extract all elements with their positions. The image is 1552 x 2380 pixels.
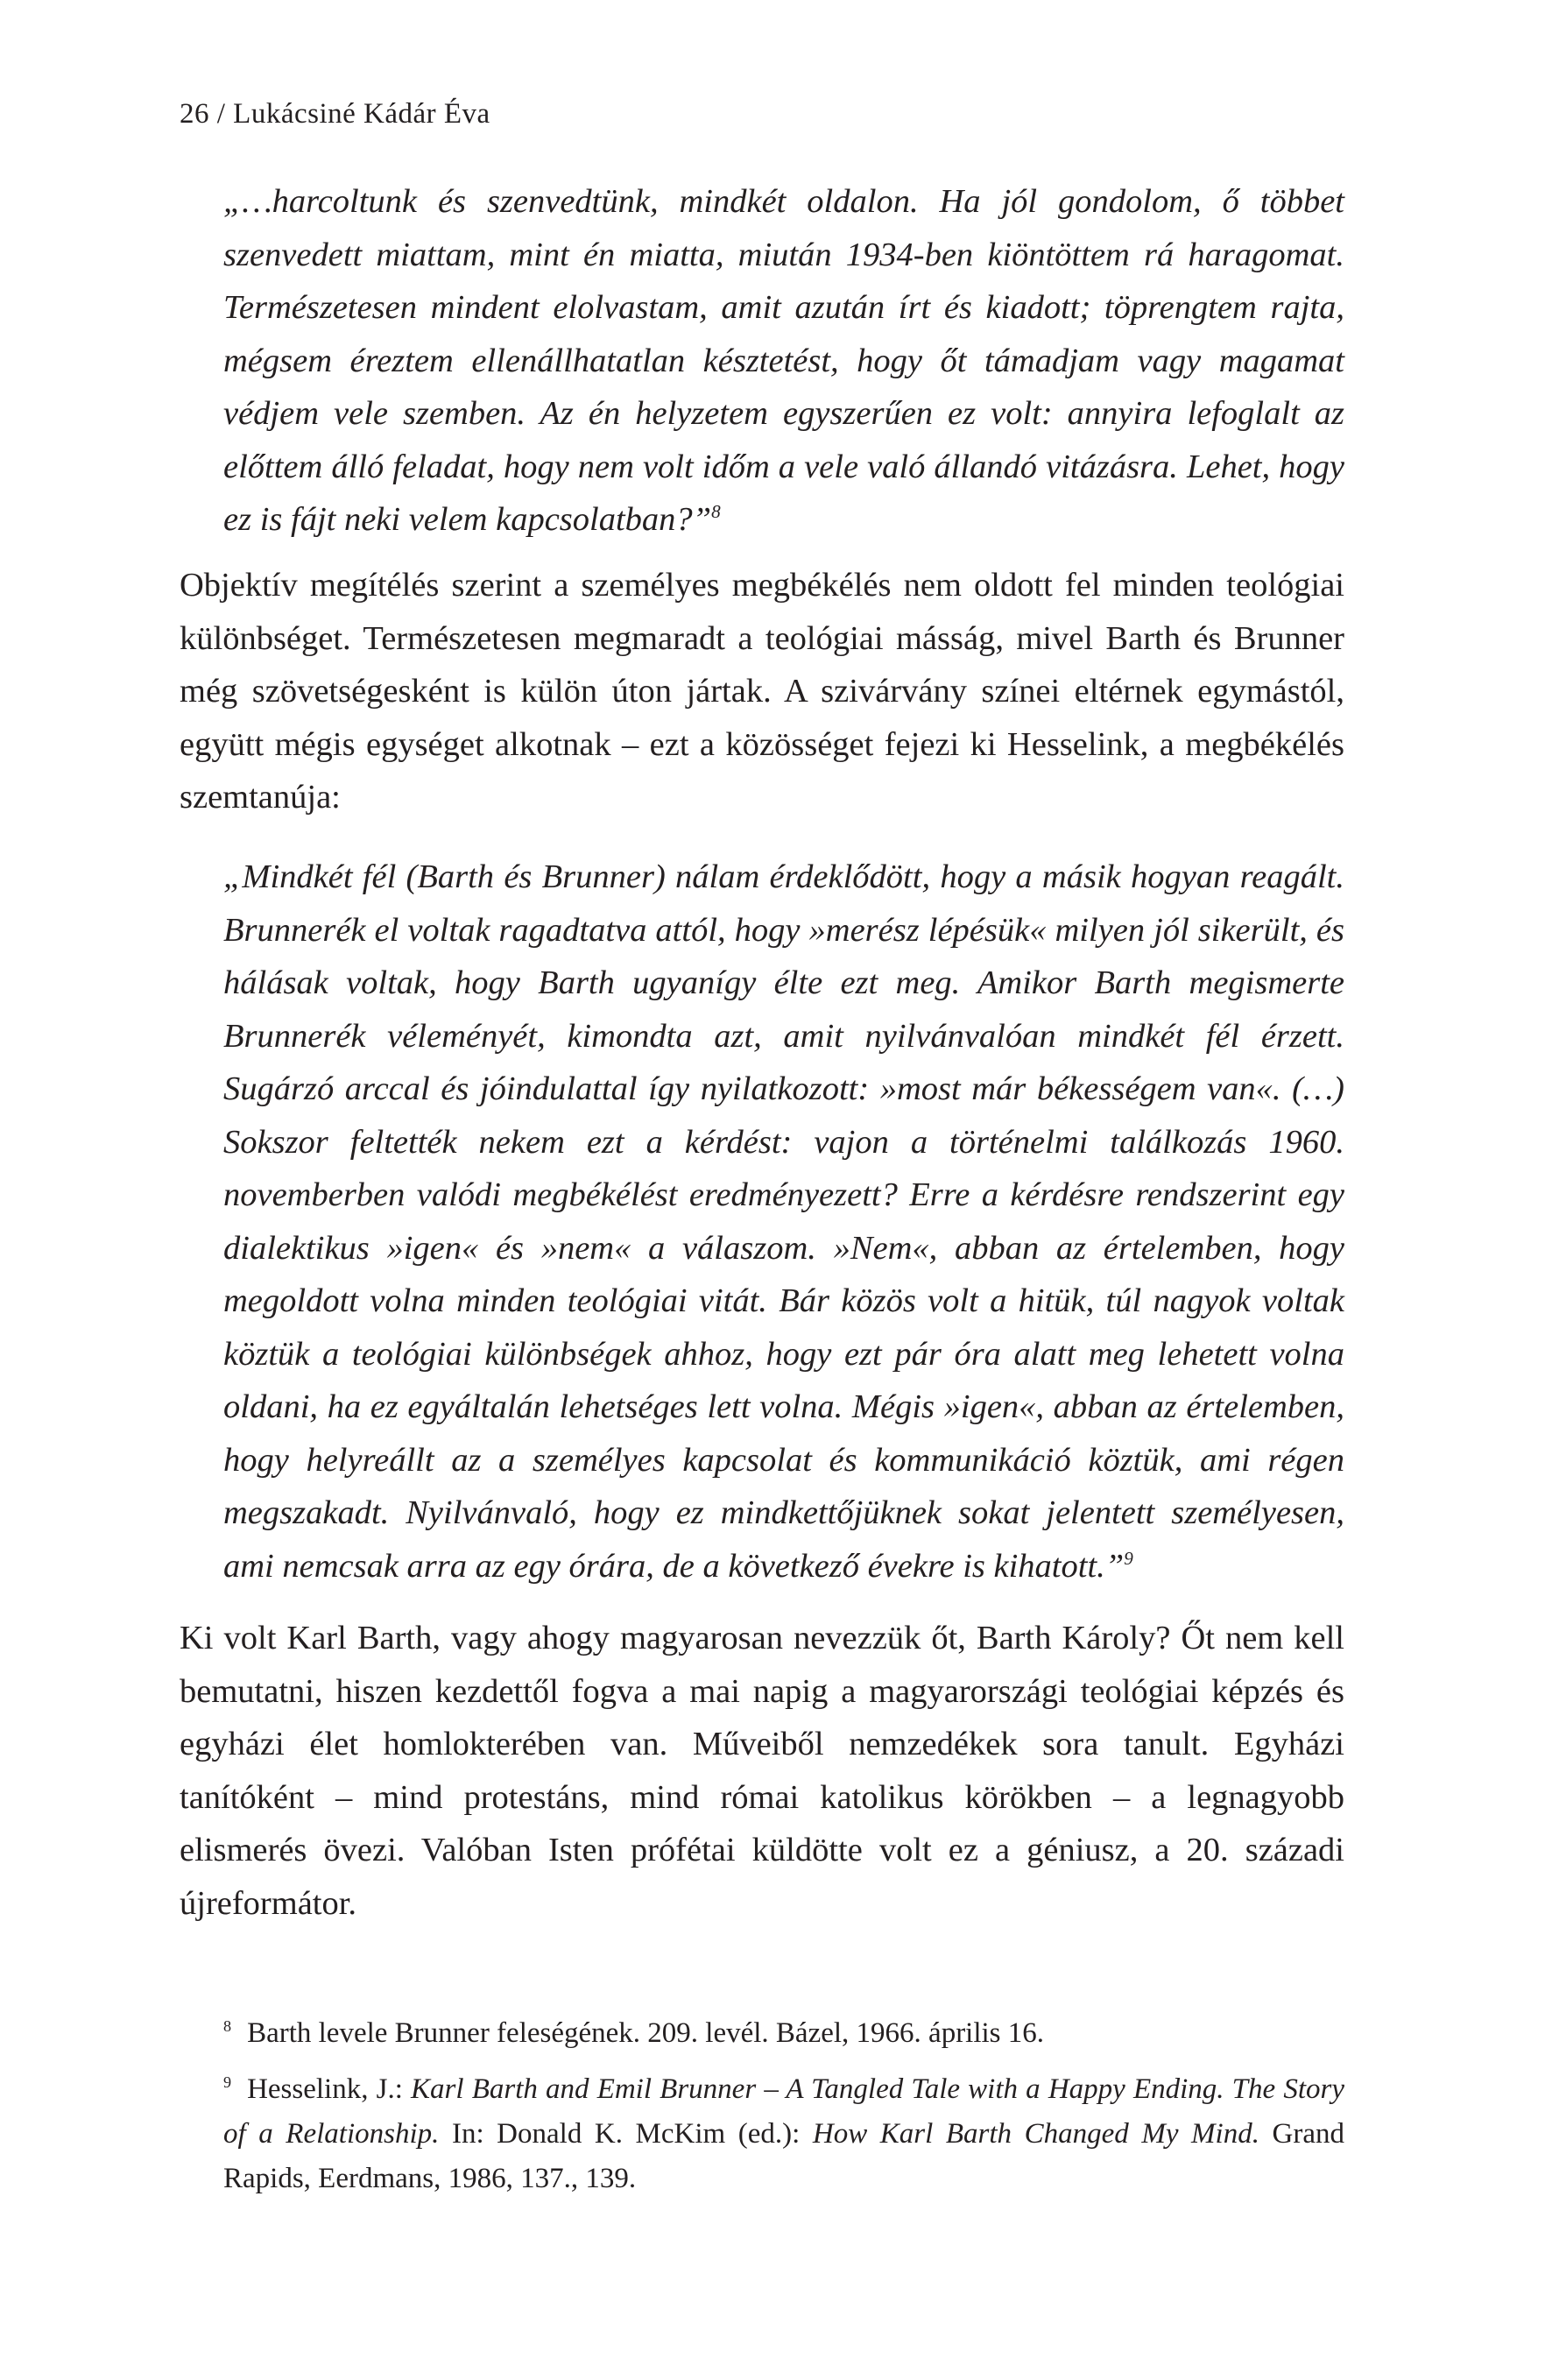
footnote-text: In: Donald K. McKim (ed.):	[439, 2118, 813, 2150]
footnotes	[223, 2011, 1344, 2213]
footnote-number: 8	[223, 2017, 232, 2035]
running-head	[180, 98, 490, 131]
block-quote-hesselink	[180, 851, 1344, 1593]
page-number: 26	[180, 98, 209, 130]
footnote-text: Hesselink, J.:	[247, 2073, 412, 2105]
footnote-9	[223, 2067, 1344, 2201]
body-paragraph: Objektív megítélés szerint a személyes megbékélés nem oldott fel minden teológiai különbséget. Természetesen megmaradt a teológiai másság, mivel Barth és Brunner még szövetségesként is külön úton jártak. A szivárvány színei eltérnek egymástól, együtt mégis egységet alkotnak – ezt a közösséget fejezi ki Hesselink, a megbékélés szemtanúja:	[180, 567, 1344, 816]
header-separator: /	[216, 98, 226, 130]
quote-text: „Mindkét fél (Barth és Brunner) nálam érdeklődött, hogy a másik hogyan reagált. Brunnerék el voltak ragadtatva attól, hogy »merész lépésük« milyen jól sikerült, és hálásak voltak, hogy Barth ugyanígy élte ezt meg. Amikor Barth megismerte Brunnerék véleményét, kimondta azt, amit nyilvánvalóan mindkét fél érzett. Sugárzó arccal és jóindulattal így nyilatkozott: »most már békességem van«. (…) Sokszor feltették nekem ezt a kérdést: vajon a történelmi találkozás 1960. novemberben valódi megbékélést eredményezett? Erre a kérdésre rendszerint egy dialektikus »igen« és »nem« a válaszom. »Nem«, abban az értelemben, hogy megoldott volna minden teológiai vitát. Bár közös volt a hitük, túl nagyok voltak köztük a teológiai különbségek ahhoz, hogy ezt pár óra alatt meg lehetett volna oldani, ha ez egyáltalán lehetséges lett volna. Mégis »igen«, abban az értelemben, hogy helyreállt az a személyes kapcsolat és kommunikáció köztük, ami régen megszakadt. Nyilvánvaló, hogy ez mindkettőjüknek sokat jelentett személyesen, ami nemcsak arra az egy órára, de a következő évekre is kihatott.”	[223, 858, 1344, 1585]
footnote-ref-9: 9	[1124, 1547, 1133, 1569]
footnote-text: Grand Rapids, Eerdmans, 1986, 137., 139.	[223, 2118, 1345, 2194]
footnote-8	[223, 2011, 1344, 2056]
header-author: Lukácsiné Kádár Éva	[233, 98, 490, 130]
footnote-title: Karl Barth and Emil Brunner – A Tangled Tale with a Happy Ending. The Story of a Relationship.	[223, 2073, 1344, 2150]
body-paragraph: Ki volt Karl Barth, vagy ahogy magyarosan nevezzük őt, Barth Károly? Őt nem kell bemutatni, hiszen kezdettől fogva a mai napig a magyarországi teológiai képzés és egyházi élet homlokterében van. Műveiből nemzedékek sora tanult. Egyházi tanítóként – mind protestáns, mind római katolikus körökben – a legnagyobb elismerés övezi. Valóban Isten prófétai küldötte volt ez a géniusz, a 20. századi újreformátor.	[180, 1620, 1344, 1922]
block-quote-barth	[180, 175, 1344, 547]
quote-text: „…harcoltunk és szenvedtünk, mindkét oldalon. Ha jól gondolom, ő többet szenvedett miattam, mint én miatta, miután 1934-ben kiöntöttem rá haragomat. Természetesen mindent elolvastam, amit azután írt és kiadott; töprengtem rajta, mégsem éreztem ellenállhatatlan késztetést, hogy őt támadjam vagy magamat védjem vele szemben. Az én helyzetem egyszerűen ez volt: annyira lefoglalt az előttem álló feladat, hogy nem volt időm a vele való állandó vitázásra. Lehet, hogy ez is fájt neki velem kapcsolatban?”	[223, 183, 1344, 538]
footnote-title: How Karl Barth Changed My Mind.	[812, 2118, 1259, 2150]
footnote-text: Barth levele Brunner feleségének. 209. levél. Bázel, 1966. április 16.	[247, 2017, 1045, 2049]
footnote-number: 9	[223, 2073, 232, 2091]
footnote-ref-8: 8	[711, 501, 721, 523]
